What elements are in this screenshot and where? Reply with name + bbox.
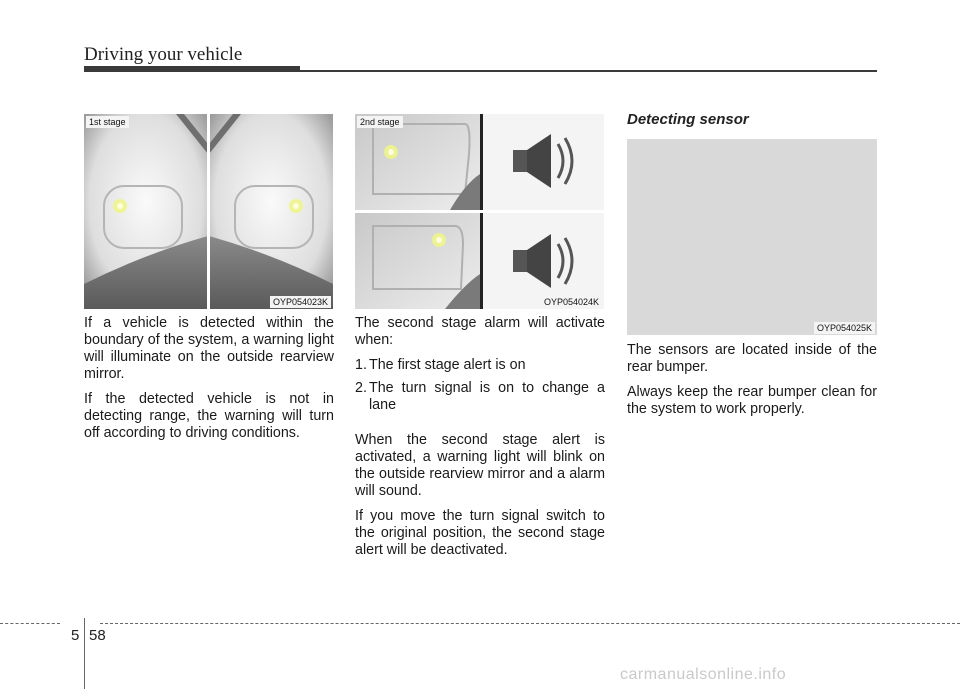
paragraph-intro: The second stage alarm will activate when:: [355, 315, 605, 348]
figure-code: OYP054024K: [541, 296, 602, 308]
list-number: 2.: [355, 380, 367, 396]
figure-code: OYP054023K: [270, 296, 331, 308]
figure-stage-label: 2nd stage: [357, 116, 403, 128]
figure-2nd-stage: [355, 114, 604, 309]
header-rule: [300, 70, 877, 72]
list-number: 1.: [355, 357, 367, 373]
paragraph: Always keep the rear bumper clean for the system to work properly.: [627, 384, 877, 417]
warning-light-icon: [384, 145, 398, 159]
watermark: carmanualsonline.info: [620, 666, 787, 683]
header-accent-bar: [84, 66, 300, 72]
warning-light-icon: [113, 199, 127, 213]
list-text: The first stage alert is on: [369, 357, 526, 373]
figure-1st-stage: [84, 114, 333, 309]
column-2-text: [355, 315, 605, 567]
list-item: [355, 357, 605, 374]
list-text: The turn signal is on to change a lane: [369, 380, 605, 413]
page-header-title: Driving your vehicle: [84, 44, 243, 65]
list-item: [355, 380, 605, 414]
column-3-text: [627, 342, 877, 426]
warning-light-icon: [289, 199, 303, 213]
page-number: 58: [89, 627, 106, 644]
mirror-speaker-illustration: [355, 114, 604, 309]
footer-rule: [100, 623, 960, 624]
section-heading: Detecting sensor: [627, 111, 749, 128]
figure-stage-label: 1st stage: [86, 116, 129, 128]
footer-rule: [0, 623, 60, 624]
figure-code: OYP054025K: [814, 322, 875, 334]
warning-light-icon: [432, 233, 446, 247]
paragraph: If a vehicle is detected within the boundary of the system, a warning light will illuminate on the outside rearview mirror.: [84, 315, 334, 382]
chapter-number: 5: [71, 627, 80, 644]
footer-divider: [84, 618, 85, 689]
figure-detecting-sensor: [627, 139, 877, 335]
paragraph: When the second stage alert is activated, a warning light will blink on the outside rearview mirror and a alarm will sound.: [355, 432, 605, 499]
column-1-text: [84, 315, 334, 450]
paragraph: If you move the turn signal switch to the original position, the second stage alert will be deactivated.: [355, 508, 605, 558]
paragraph: If the detected vehicle is not in detecting range, the warning will turn off according to driving conditions.: [84, 391, 334, 441]
paragraph: The sensors are located inside of the rear bumper.: [627, 342, 877, 375]
mirror-illustration-1st-stage: [84, 114, 333, 309]
